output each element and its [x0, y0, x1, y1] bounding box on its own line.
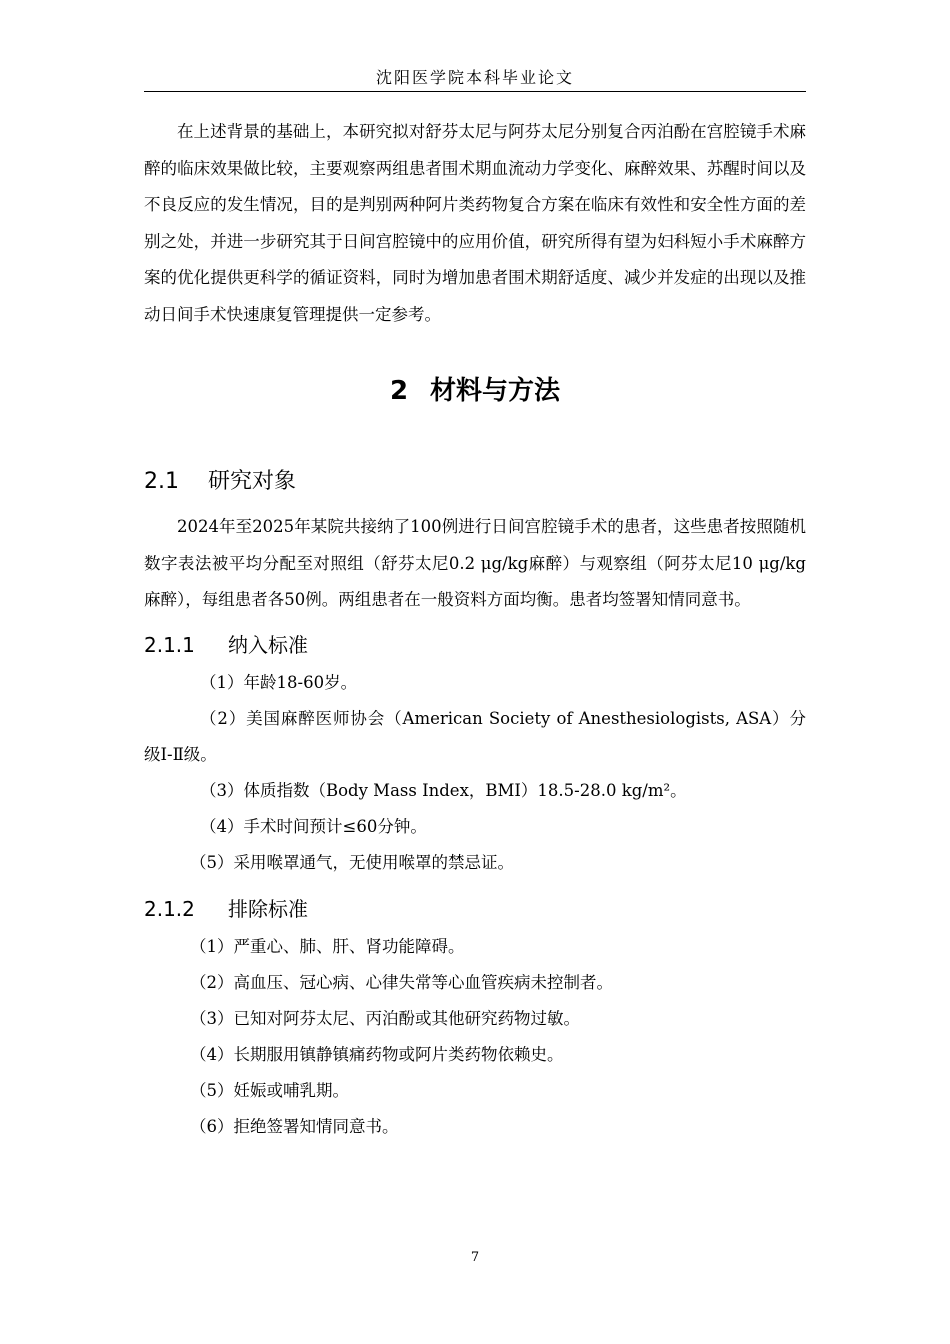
page-body	[144, 114, 806, 1145]
section-heading-2-1	[144, 467, 806, 497]
chapter-number: 2	[389, 376, 409, 406]
inclusion-item-2: （2）美国麻醉医师协会（American Society of Anesthesiologists, ASA）分级Ⅰ-Ⅱ级。	[144, 708, 806, 764]
section-number: 2.1	[144, 469, 179, 494]
chapter-heading	[144, 373, 806, 409]
running-header: 沈阳医学院本科毕业论文	[375, 68, 574, 87]
inclusion-item-4: （4）手术时间预计≤60分钟。	[200, 816, 427, 836]
intro-paragraph: 在上述背景的基础上，本研究拟对舒芬太尼与阿芬太尼分别复合丙泊酚在宫腔镜手术麻醉的临床效果做比较，主要观察两组患者围术期血流动力学变化、麻醉效果、苏醒时间以及不良反应的发生情况，目的是判别两种阿片类药物复合方案在临床有效性和安全性方面的差别之处，并进一步研究其于日间宫腔镜中的应用价值，研究所得有望为妇科短小手术麻醉方案的优化提供更科学的循证资料，同时为增加患者围术期舒适度、减少并发症的出现以及推动日间手术快速康复管理提供一定参考。	[144, 122, 806, 324]
exclusion-item-3: （3）已知对阿芬太尼、丙泊酚或其他研究药物过敏。	[190, 1008, 580, 1028]
section-title: 排除标准	[228, 896, 308, 921]
chapter-title: 材料与方法	[430, 376, 561, 406]
section-number: 2.1.1	[144, 632, 195, 657]
inclusion-item-5: （5）采用喉罩通气，无使用喉罩的禁忌证。	[190, 852, 514, 872]
study-subjects-paragraph: 2024年至2025年某院共接纳了100例进行日间宫腔镜手术的患者，这些患者按照随机数字表法被平均分配至对照组（舒芬太尼0.2 μg/kg麻醉）与观察组（阿芬太尼10 μg/kg麻醉），每组患者各50例。两组患者在一般资料方面均衡。患者均签署知情同意书。	[144, 517, 806, 609]
exclusion-item-6: （6）拒绝签署知情同意书。	[190, 1116, 399, 1136]
exclusion-item-2: （2）高血压、冠心病、心律失常等心血管疾病未控制者。	[190, 972, 613, 992]
page-number: 7	[470, 1250, 480, 1265]
section-heading-2-1-2	[144, 895, 806, 923]
section-title: 研究对象	[208, 469, 297, 494]
section-title: 纳入标准	[228, 632, 308, 657]
inclusion-item-3: （3）体质指数（Body Mass Index，BMI）18.5-28.0 kg/m²。	[200, 780, 687, 800]
section-heading-2-1-1	[144, 631, 806, 659]
exclusion-item-4: （4）长期服用镇静镇痛药物或阿片类药物依赖史。	[190, 1044, 564, 1064]
inclusion-item-1: （1）年龄18-60岁。	[200, 672, 358, 692]
exclusion-item-1: （1）严重心、肺、肝、肾功能障碍。	[190, 936, 465, 956]
header-rule	[144, 91, 806, 92]
section-number: 2.1.2	[144, 896, 195, 921]
exclusion-item-5: （5）妊娠或哺乳期。	[190, 1080, 349, 1100]
